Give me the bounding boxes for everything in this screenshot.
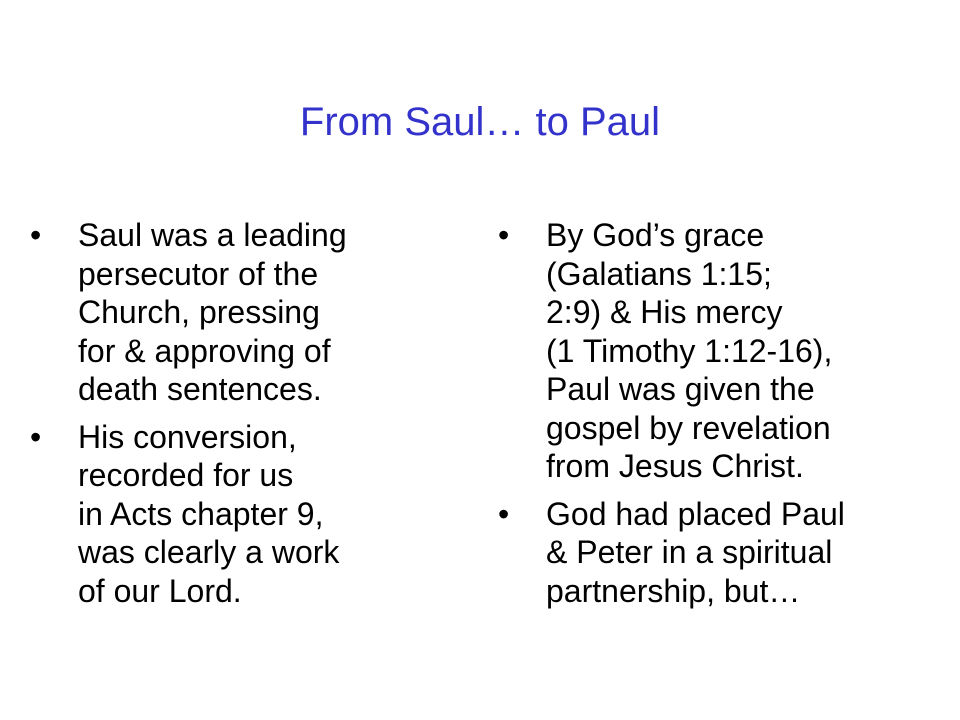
right-column — [498, 216, 928, 619]
bullet-line: (1 Timothy 1:12-16), — [546, 332, 833, 369]
bullet-line: Church, pressing — [78, 294, 320, 330]
bullet-line: for & approving of — [78, 332, 331, 369]
bullet-line: persecutor of the — [78, 255, 319, 292]
bullet-line: death sentences. — [78, 371, 322, 407]
bullet-line: recorded for us — [78, 457, 294, 493]
bullet-line: God had placed Paul — [546, 495, 845, 532]
slide-title: From Saul… to Paul — [299, 100, 661, 144]
bullet-item — [498, 495, 928, 611]
bullet-line: gospel by revelation — [546, 409, 831, 446]
bullet-line: Paul was given the — [546, 371, 815, 407]
bullet-icon: • — [498, 495, 510, 532]
bullet-line: By God’s grace — [546, 217, 765, 253]
bullet-icon: • — [498, 217, 510, 253]
bullet-line: & Peter in a spiritual — [546, 534, 833, 570]
bullet-line: Saul was a leading — [78, 217, 347, 253]
bullet-item — [498, 216, 928, 486]
bullet-line: His conversion, — [78, 418, 297, 455]
bullet-icon: • — [30, 217, 42, 253]
bullet-line: partnership, but… — [546, 572, 801, 609]
bullet-line: was clearly a work — [78, 534, 340, 570]
bullet-item — [30, 418, 450, 611]
bullet-line: of our Lord. — [78, 572, 242, 609]
left-column — [30, 216, 450, 619]
bullet-line: 2:9) & His mercy — [546, 294, 783, 330]
bullet-line: from Jesus Christ. — [546, 448, 804, 484]
bullet-icon: • — [30, 418, 42, 455]
bullet-item — [30, 216, 450, 409]
bullet-line: (Galatians 1:15; — [546, 255, 772, 292]
bullet-line: in Acts chapter 9, — [78, 495, 324, 532]
